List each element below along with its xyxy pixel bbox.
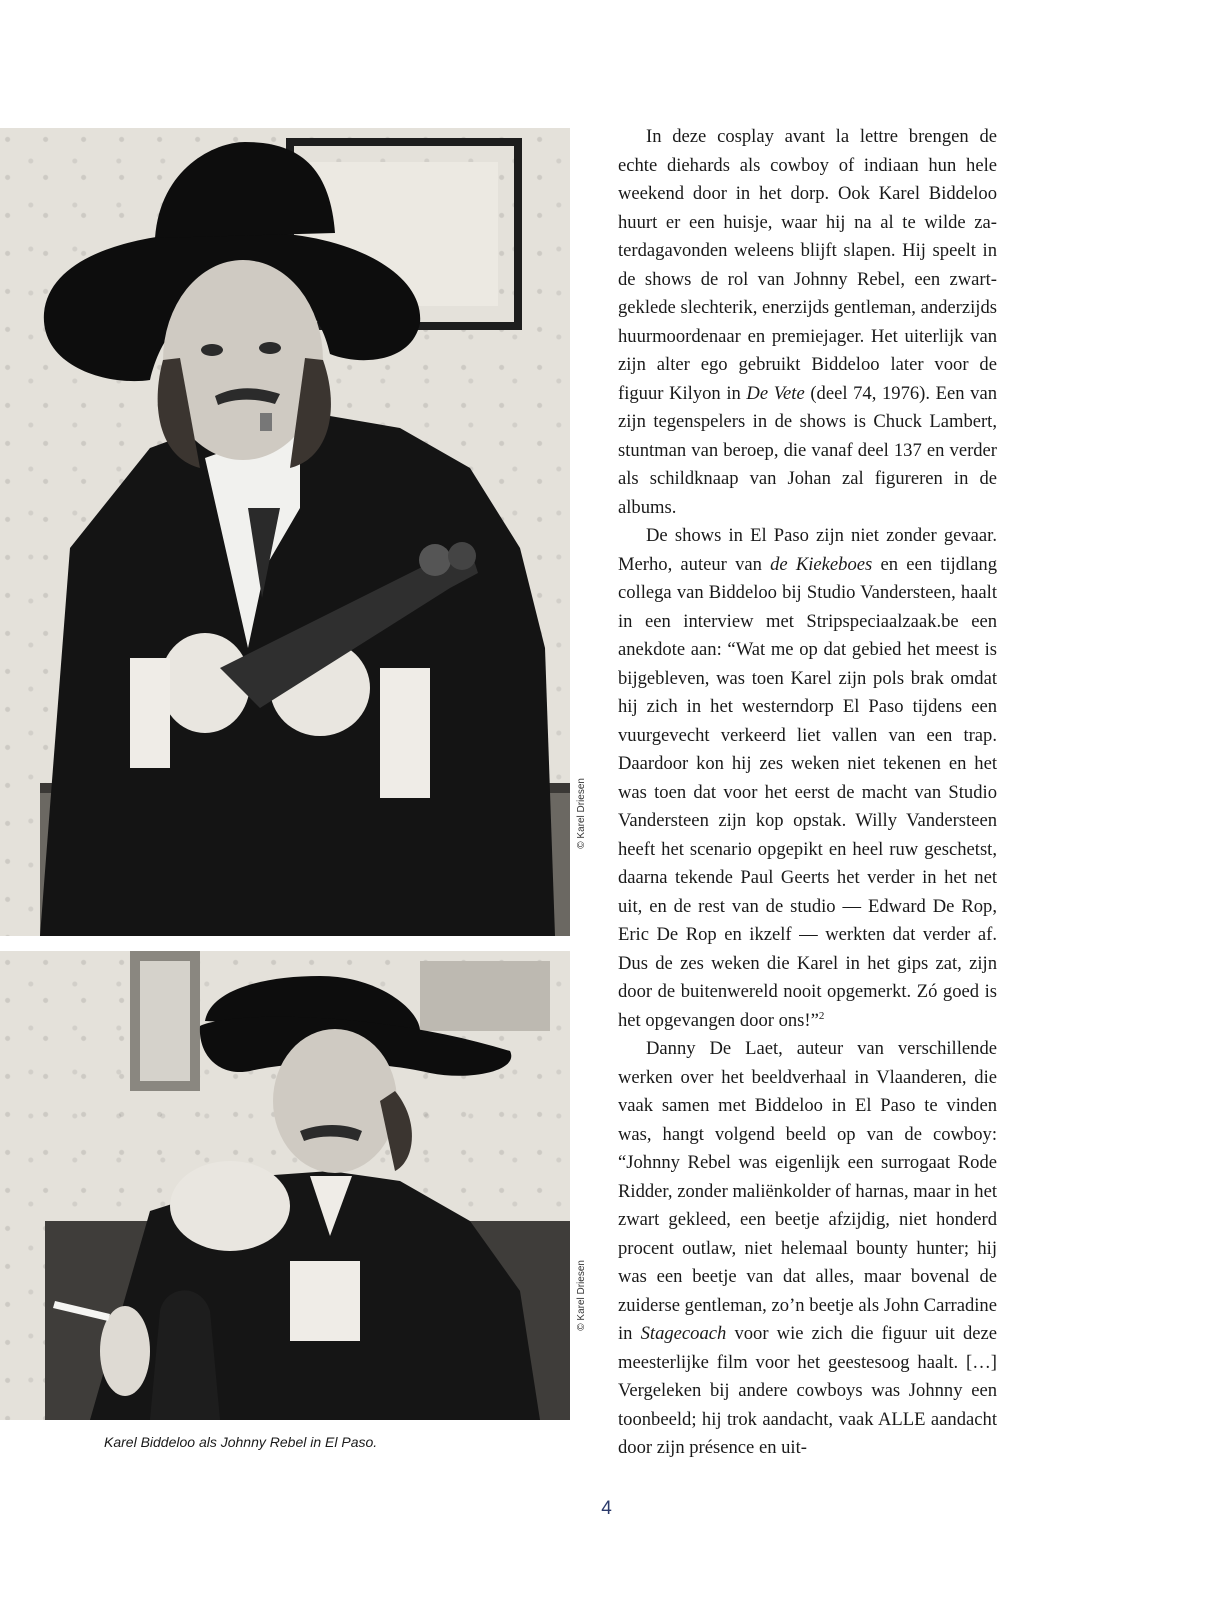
title-de-kiekeboes: de Kiekeboes	[770, 553, 873, 575]
paragraph-1	[618, 123, 997, 522]
article-body	[618, 123, 997, 1463]
photo-caption: Karel Biddeloo als Johnny Rebel in El Paso.	[104, 1434, 378, 1450]
page-number: 4	[601, 1498, 612, 1519]
title-stagecoach: Stagecoach	[640, 1323, 727, 1344]
photo-bottom-illustration	[0, 951, 570, 1420]
paragraph-1-text-b: (deel 74, 1976). Een van zijn tegenspelers in de shows is Chuck Lambert, stuntman van beroep, die vanaf deel 137 en verder als schildknaap van Johan zal figureren in de albums.	[618, 382, 997, 518]
paragraph-2-text-a: De shows in El Paso zijn niet zonder gevaar. Merho, auteur van	[618, 525, 997, 575]
paragraph-1-text-a: In deze cosplay avant la lettre brengen de echte diehards als cowboy of indiaan hun hele weekend door in het dorp. Ook Karel Biddeloo huurt er een huisje, waar hij na al te wilde zaterdagavonden weleens blijft slapen. Hij speelt in de shows de rol van Johnny Rebel, een zwartgeklede slechterik, enerzijds gentleman, anderzijds huurmoordenaar en premiejager. Het uiterlijk van zijn alter ego gebruikt Biddeloo later voor de figuur Kilyon in	[618, 126, 997, 404]
footnote-marker[interactable]: 2	[818, 1009, 825, 1022]
photo-credit-bottom: © Karel Driesen	[576, 1260, 587, 1331]
photo-johnny-rebel-shotgun	[0, 128, 570, 936]
photo-johnny-rebel-bottle	[0, 951, 570, 1420]
title-de-vete: De Vete	[746, 382, 805, 404]
photo-top-illustration	[0, 128, 570, 936]
paragraph-2	[618, 522, 997, 1035]
paragraph-3-text-b: voor wie zich die figuur uit deze meesterlijke film voor het geestesoog haalt. […] Vergeleken bij andere cowboys was Johnny een toonbeeld; hij trok aandacht, vaak ALLE aandacht door zijn présence en uit-	[618, 1323, 997, 1458]
photo-credit-top: © Karel Driesen	[576, 778, 587, 849]
paragraph-3	[618, 1035, 997, 1463]
paragraph-2-text-b: en een tijdlang collega van Biddeloo bij Studio Vandersteen, haalt in een interview met Stripspeciaalzaak.be een anekdote aan: “Wat me op dat gebied het meest is bijgebleven, was toen Karel zijn pols brak omdat hij zich in het westerndorp El Paso tijdens een vuurgevecht verkeerd liet vallen van een trap. Daardoor kon hij zes weken niet tekenen en het was toen dat voor het eerst de macht van Studio Vandersteen zijn kop opstak. Willy Vandersteen heeft het scenario opgepikt en heel ruw geschetst, daarna tekende Paul Geerts het verder in het net uit, en de rest van de studio — Edward De Rop, Eric De Rop en ikzelf — werkten dat verder af. Dus de zes weken die Karel in het gips zat, zijn door de buitenwereld nooit opgemerkt. Zó goed is het opgevangen door ons!”	[618, 553, 998, 1031]
paragraph-3-text-a: Danny De Laet, auteur van verschillende werken over het beeldverhaal in Vlaanderen, die vaak samen met Biddeloo in El Paso te vinden was, hangt volgend beeld op van de cowboy: “Johnny Rebel was eigenlijk een surrogaat Rode Ridder, zonder maliënkolder of harnas, maar in het zwart gekleed, een beetje afzijdig, niet honderd procent outlaw, niet helemaal bounty hunter; hij was een beetje van dat alles, maar bovenal de zuiderse gentleman, zo’n beetje als John Carradine in	[618, 1038, 997, 1344]
